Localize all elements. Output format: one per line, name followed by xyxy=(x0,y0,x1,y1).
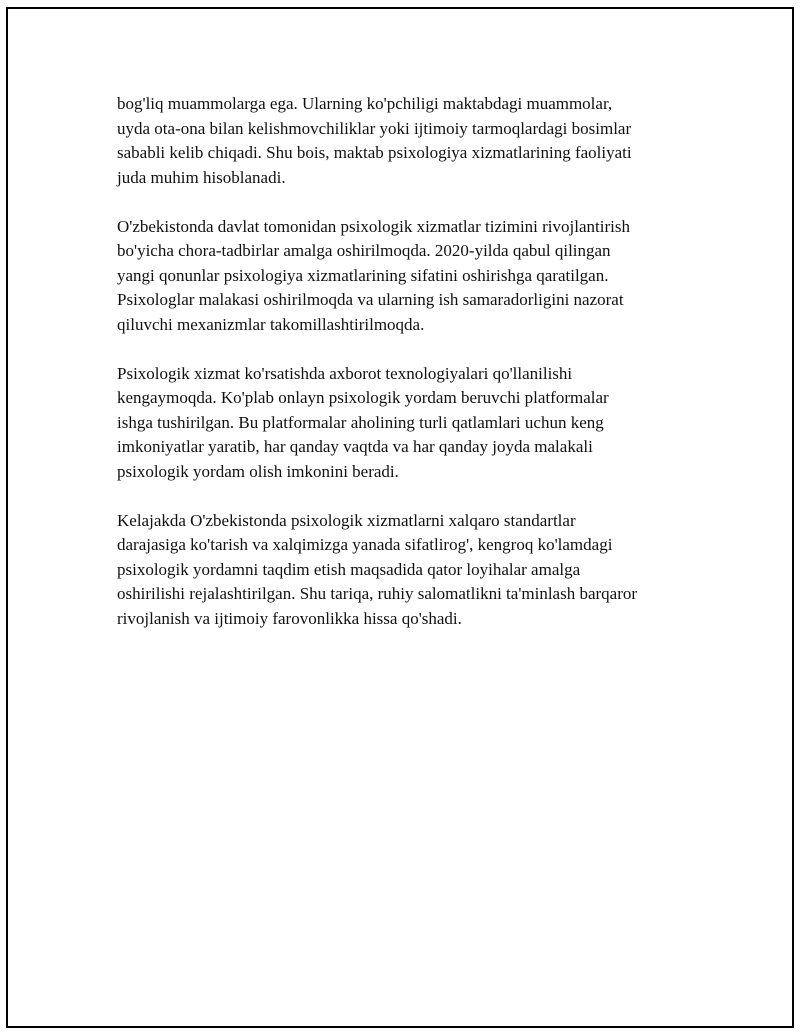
paragraph-school-psychology: bog'liq muammolarga ega. Ularning ko'pchiligi maktabdagi muammolar, uyda ota-ona bilan kelishmovchiliklar yoki ijtimoiy tarmoqlardagi bosimlar sababli kelib chiqadi. Shu bois, maktab psixologiya xizmatlarining faoliyati juda muhim hisoblanadi. xyxy=(117,94,632,187)
paragraph-state-measures: O'zbekistonda davlat tomonidan psixologik xizmatlar tizimini rivojlantirish bo'yicha chora-tadbirlar amalga oshirilmoqda. 2020-yilda qabul qilingan yangi qonunlar psixologiya xizmatlarining sifatini oshirishga qaratilgan. Psixologlar malakasi oshirilmoqda va ularning ish samaradorligini nazorat qiluvchi mexanizmlar takomillashtirilmoqda. xyxy=(117,216,630,334)
document-body xyxy=(117,92,697,656)
paragraph-online-platforms: Psixologik xizmat ko'rsatishda axborot texnologiyalari qo'llanilishi kengaymoqda. Ko'plab onlayn psixologik yordam beruvchi platformalar ishga tushirilgan. Bu platformalar aholining turli qatlamlari uchun keng imkoniyatlar yaratib, har qanday vaqtda va har qanday joyda malakali psixologik yordam olish imkonini beradi. xyxy=(117,363,609,481)
paragraph-future-plans: Kelajakda O'zbekistonda psixologik xizmatlarni xalqaro standartlar darajasiga ko'tarish va xalqimizga yanada sifatlirog', kengroq ko'lamdagi psixologik yordamni taqdim etish maqsadida qator loyihalar amalga oshirilishi rejalashtirilgan. Shu tariqa, ruhiy salomatlikni ta'minlash barqaror rivojlanish va ijtimoiy farovonlikka hissa qo'shadi. xyxy=(117,510,638,628)
